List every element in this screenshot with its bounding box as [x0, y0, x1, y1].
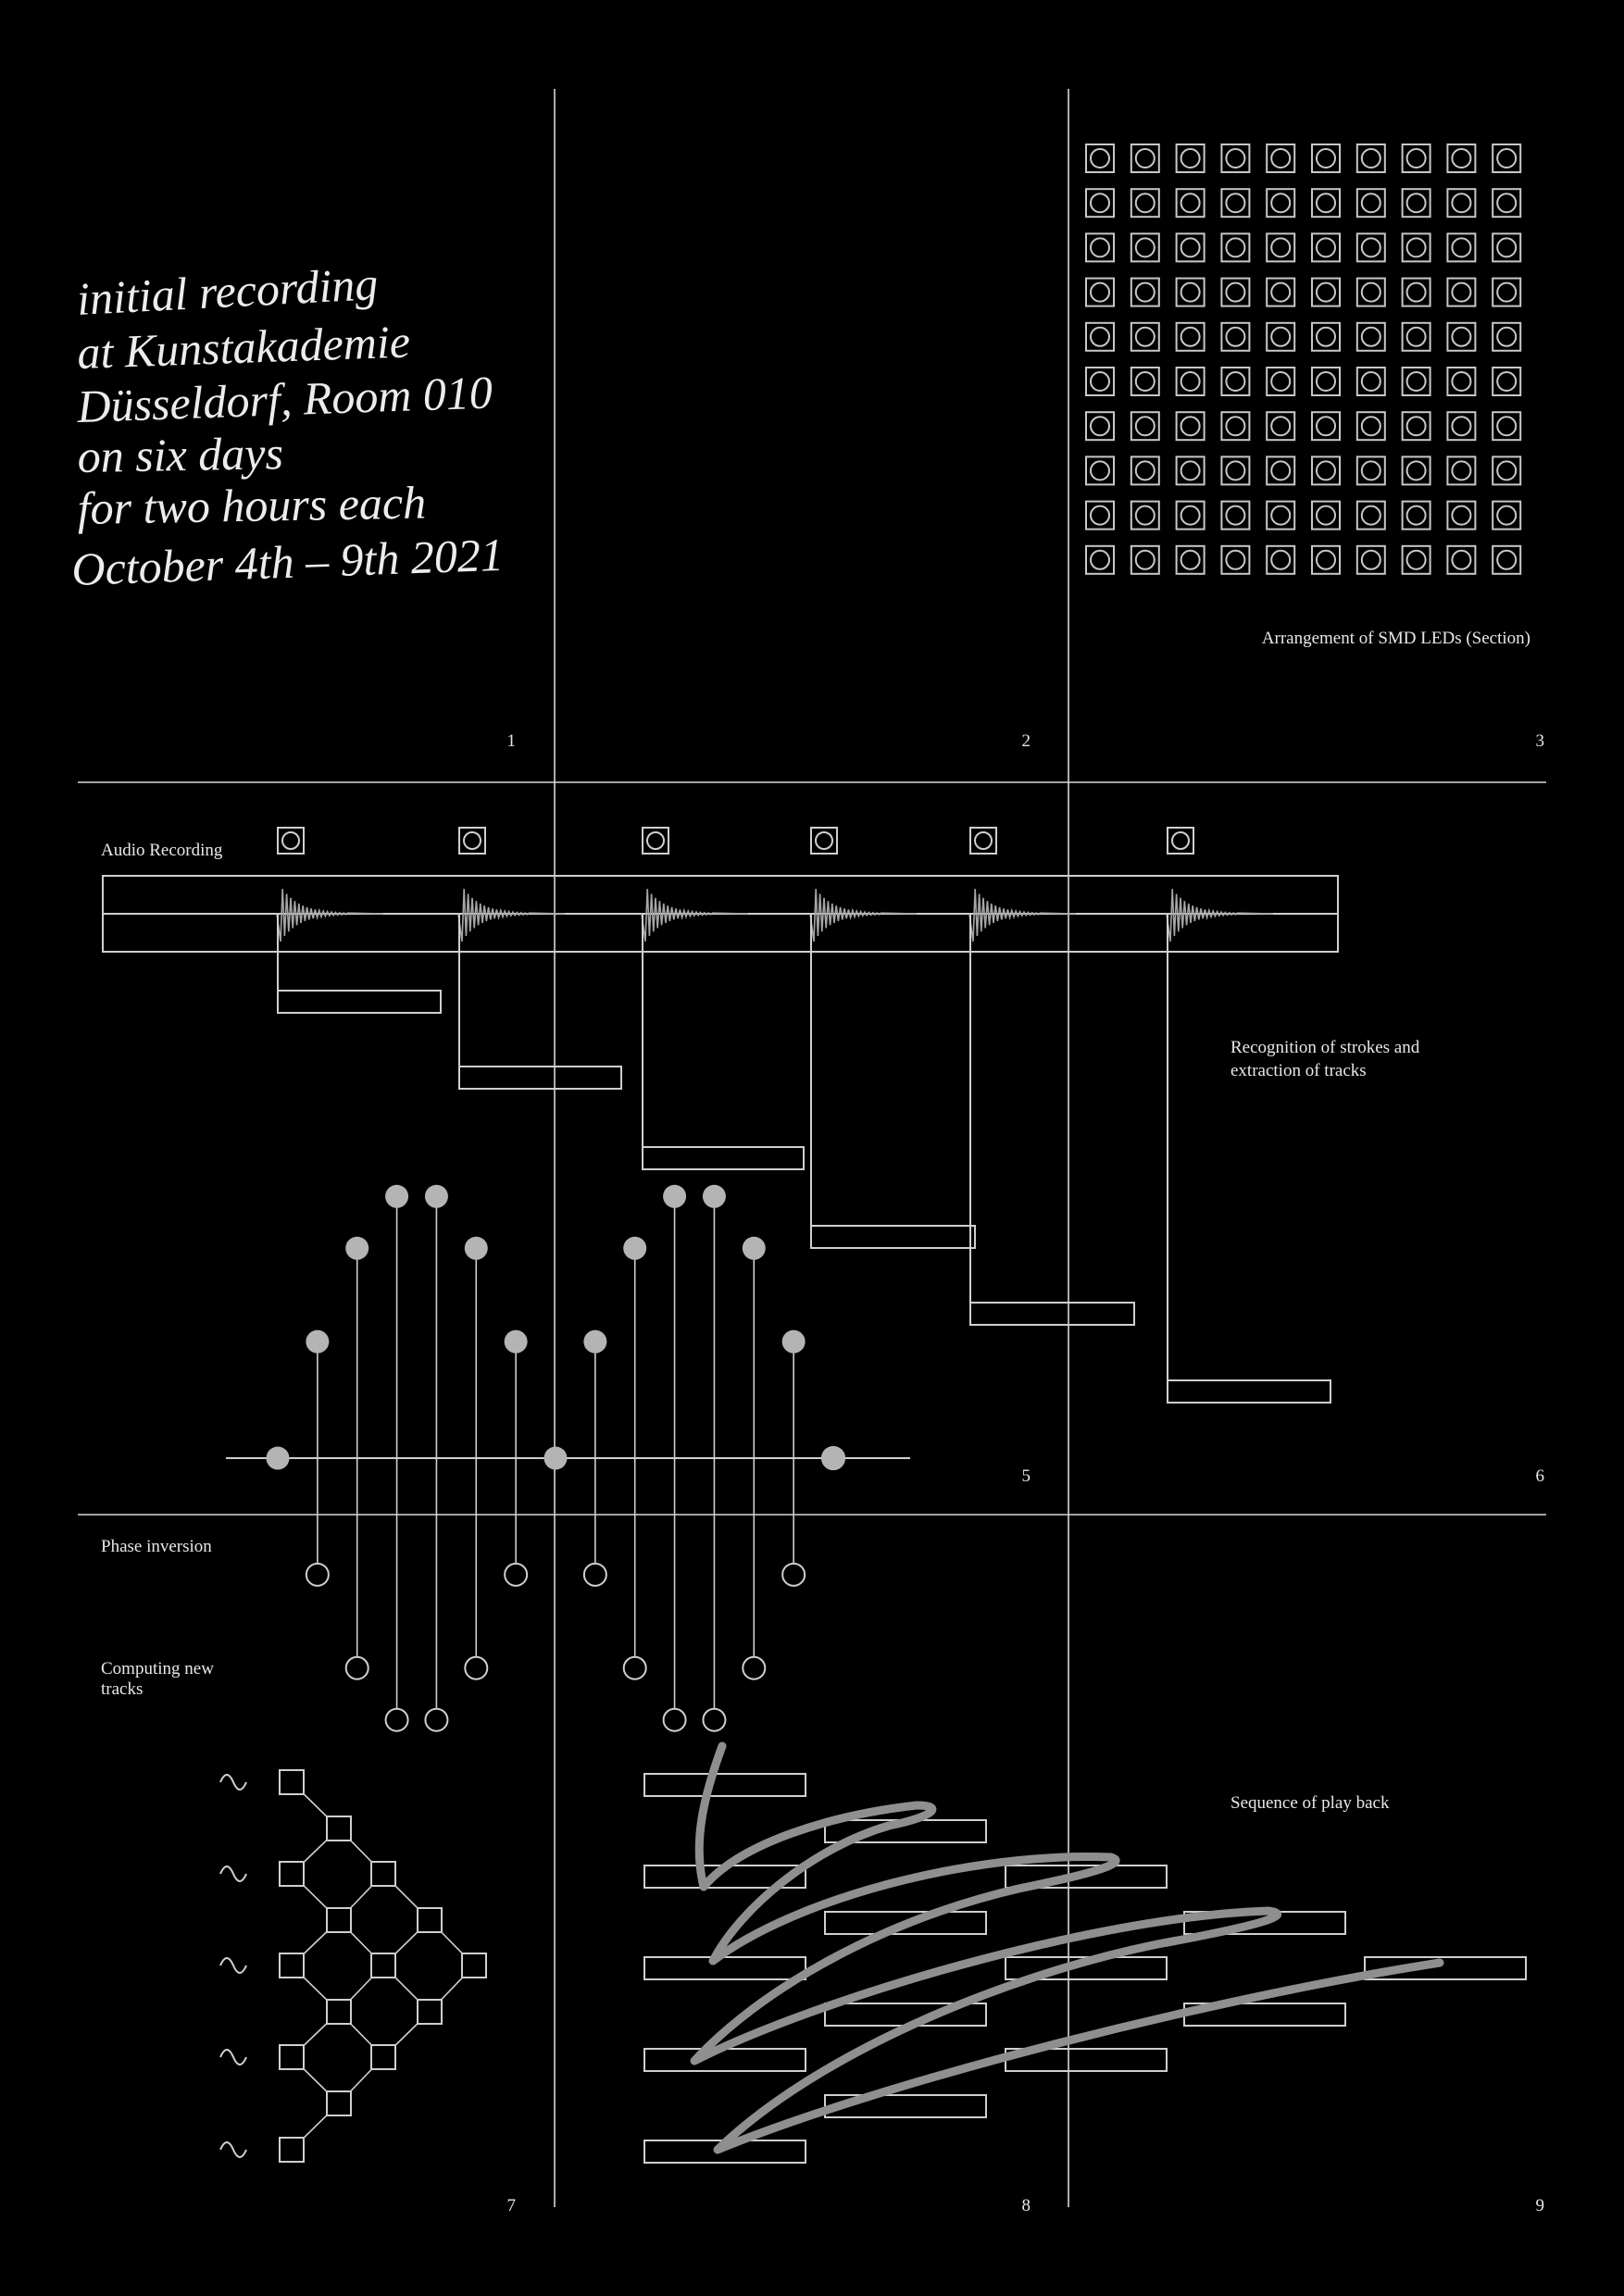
panel-number-7: 7 — [506, 2196, 516, 2215]
phase-dot-inverted — [386, 1709, 408, 1731]
note-line-5: for two hours each — [77, 476, 427, 534]
phase-dot-original — [743, 1657, 765, 1679]
lattice-node — [418, 2000, 442, 2024]
lattice-node — [327, 2091, 351, 2115]
phase-dot-inverted-filled — [703, 1185, 726, 1208]
phase-dot-inverted-filled — [822, 1447, 845, 1470]
phase-dot-filled — [345, 1237, 369, 1260]
phase-dot-inverted-filled — [623, 1237, 646, 1260]
panel-number-6: 6 — [1535, 1466, 1544, 1486]
phase-dot-original — [624, 1657, 646, 1679]
phase-dot-filled — [306, 1330, 329, 1354]
panel-number-9: 9 — [1535, 2196, 1544, 2215]
sequence-label: Sequence of play back — [1230, 1793, 1390, 1813]
phase-dot-inverted — [306, 1564, 329, 1586]
lattice-node — [371, 2045, 395, 2069]
lattice-node — [280, 2045, 304, 2069]
lattice-node — [327, 1816, 351, 1841]
phase-sample-15 — [822, 1447, 845, 1470]
phase-inversion-label: Phase inversion — [101, 1537, 212, 1556]
note-line-2: at Kunstakademie — [76, 315, 411, 379]
panel-number-3: 3 — [1535, 731, 1544, 751]
phase-sample-1 — [267, 1447, 290, 1470]
panel-number-2: 2 — [1021, 731, 1031, 751]
phase-dot-inverted-filled — [782, 1330, 806, 1354]
lattice-node — [280, 2138, 304, 2162]
phase-dot-filled — [465, 1237, 488, 1260]
lattice-node — [327, 1908, 351, 1932]
lattice-node — [418, 1908, 442, 1932]
phase-dot-original — [664, 1709, 686, 1731]
phase-dot-filled — [267, 1447, 290, 1470]
phase-sample-8 — [544, 1447, 568, 1470]
note-line-1: initial recording — [75, 257, 380, 325]
recognition-label-line-2: extraction of tracks — [1230, 1061, 1367, 1080]
note-line-3: Düsseldorf, Room 010 — [76, 366, 493, 432]
panel-number-1: 1 — [506, 731, 516, 751]
lattice-node — [327, 2000, 351, 2024]
phase-dot-inverted-filled — [583, 1330, 606, 1354]
computing-label-line-1: Computing new — [101, 1659, 214, 1678]
recognition-label-line-1: Recognition of strokes and — [1230, 1038, 1420, 1057]
phase-dot-inverted-filled — [743, 1237, 766, 1260]
phase-dot-filled — [425, 1185, 448, 1208]
lattice-node — [280, 1770, 304, 1794]
note-line-4: on six days — [77, 427, 284, 482]
phase-dot-inverted — [505, 1564, 527, 1586]
phase-dot-original — [584, 1564, 606, 1586]
phase-dot-original — [703, 1709, 725, 1731]
phase-dot-filled — [385, 1185, 408, 1208]
lattice-node — [280, 1862, 304, 1886]
lattice-node — [371, 1953, 395, 1978]
phase-dot-filled — [544, 1447, 568, 1470]
lattice-node — [371, 1862, 395, 1886]
lattice-node — [462, 1953, 486, 1978]
note-line-6: October 4th – 9th 2021 — [70, 528, 505, 595]
phase-dot-inverted — [425, 1709, 447, 1731]
led-arrangement-label: Arrangement of SMD LEDs (Section) — [1261, 629, 1530, 648]
panel-number-5: 5 — [1021, 1466, 1031, 1486]
lattice-node — [280, 1953, 304, 1978]
phase-dot-filled — [505, 1330, 528, 1354]
phase-dot-inverted-filled — [663, 1185, 686, 1208]
panel-number-8: 8 — [1021, 2196, 1031, 2215]
audio-recording-label: Audio Recording — [101, 841, 223, 860]
computing-label-line-2: tracks — [101, 1679, 144, 1699]
phase-dot-inverted — [346, 1657, 369, 1679]
phase-dot-inverted — [465, 1657, 487, 1679]
phase-dot-original — [782, 1564, 805, 1586]
